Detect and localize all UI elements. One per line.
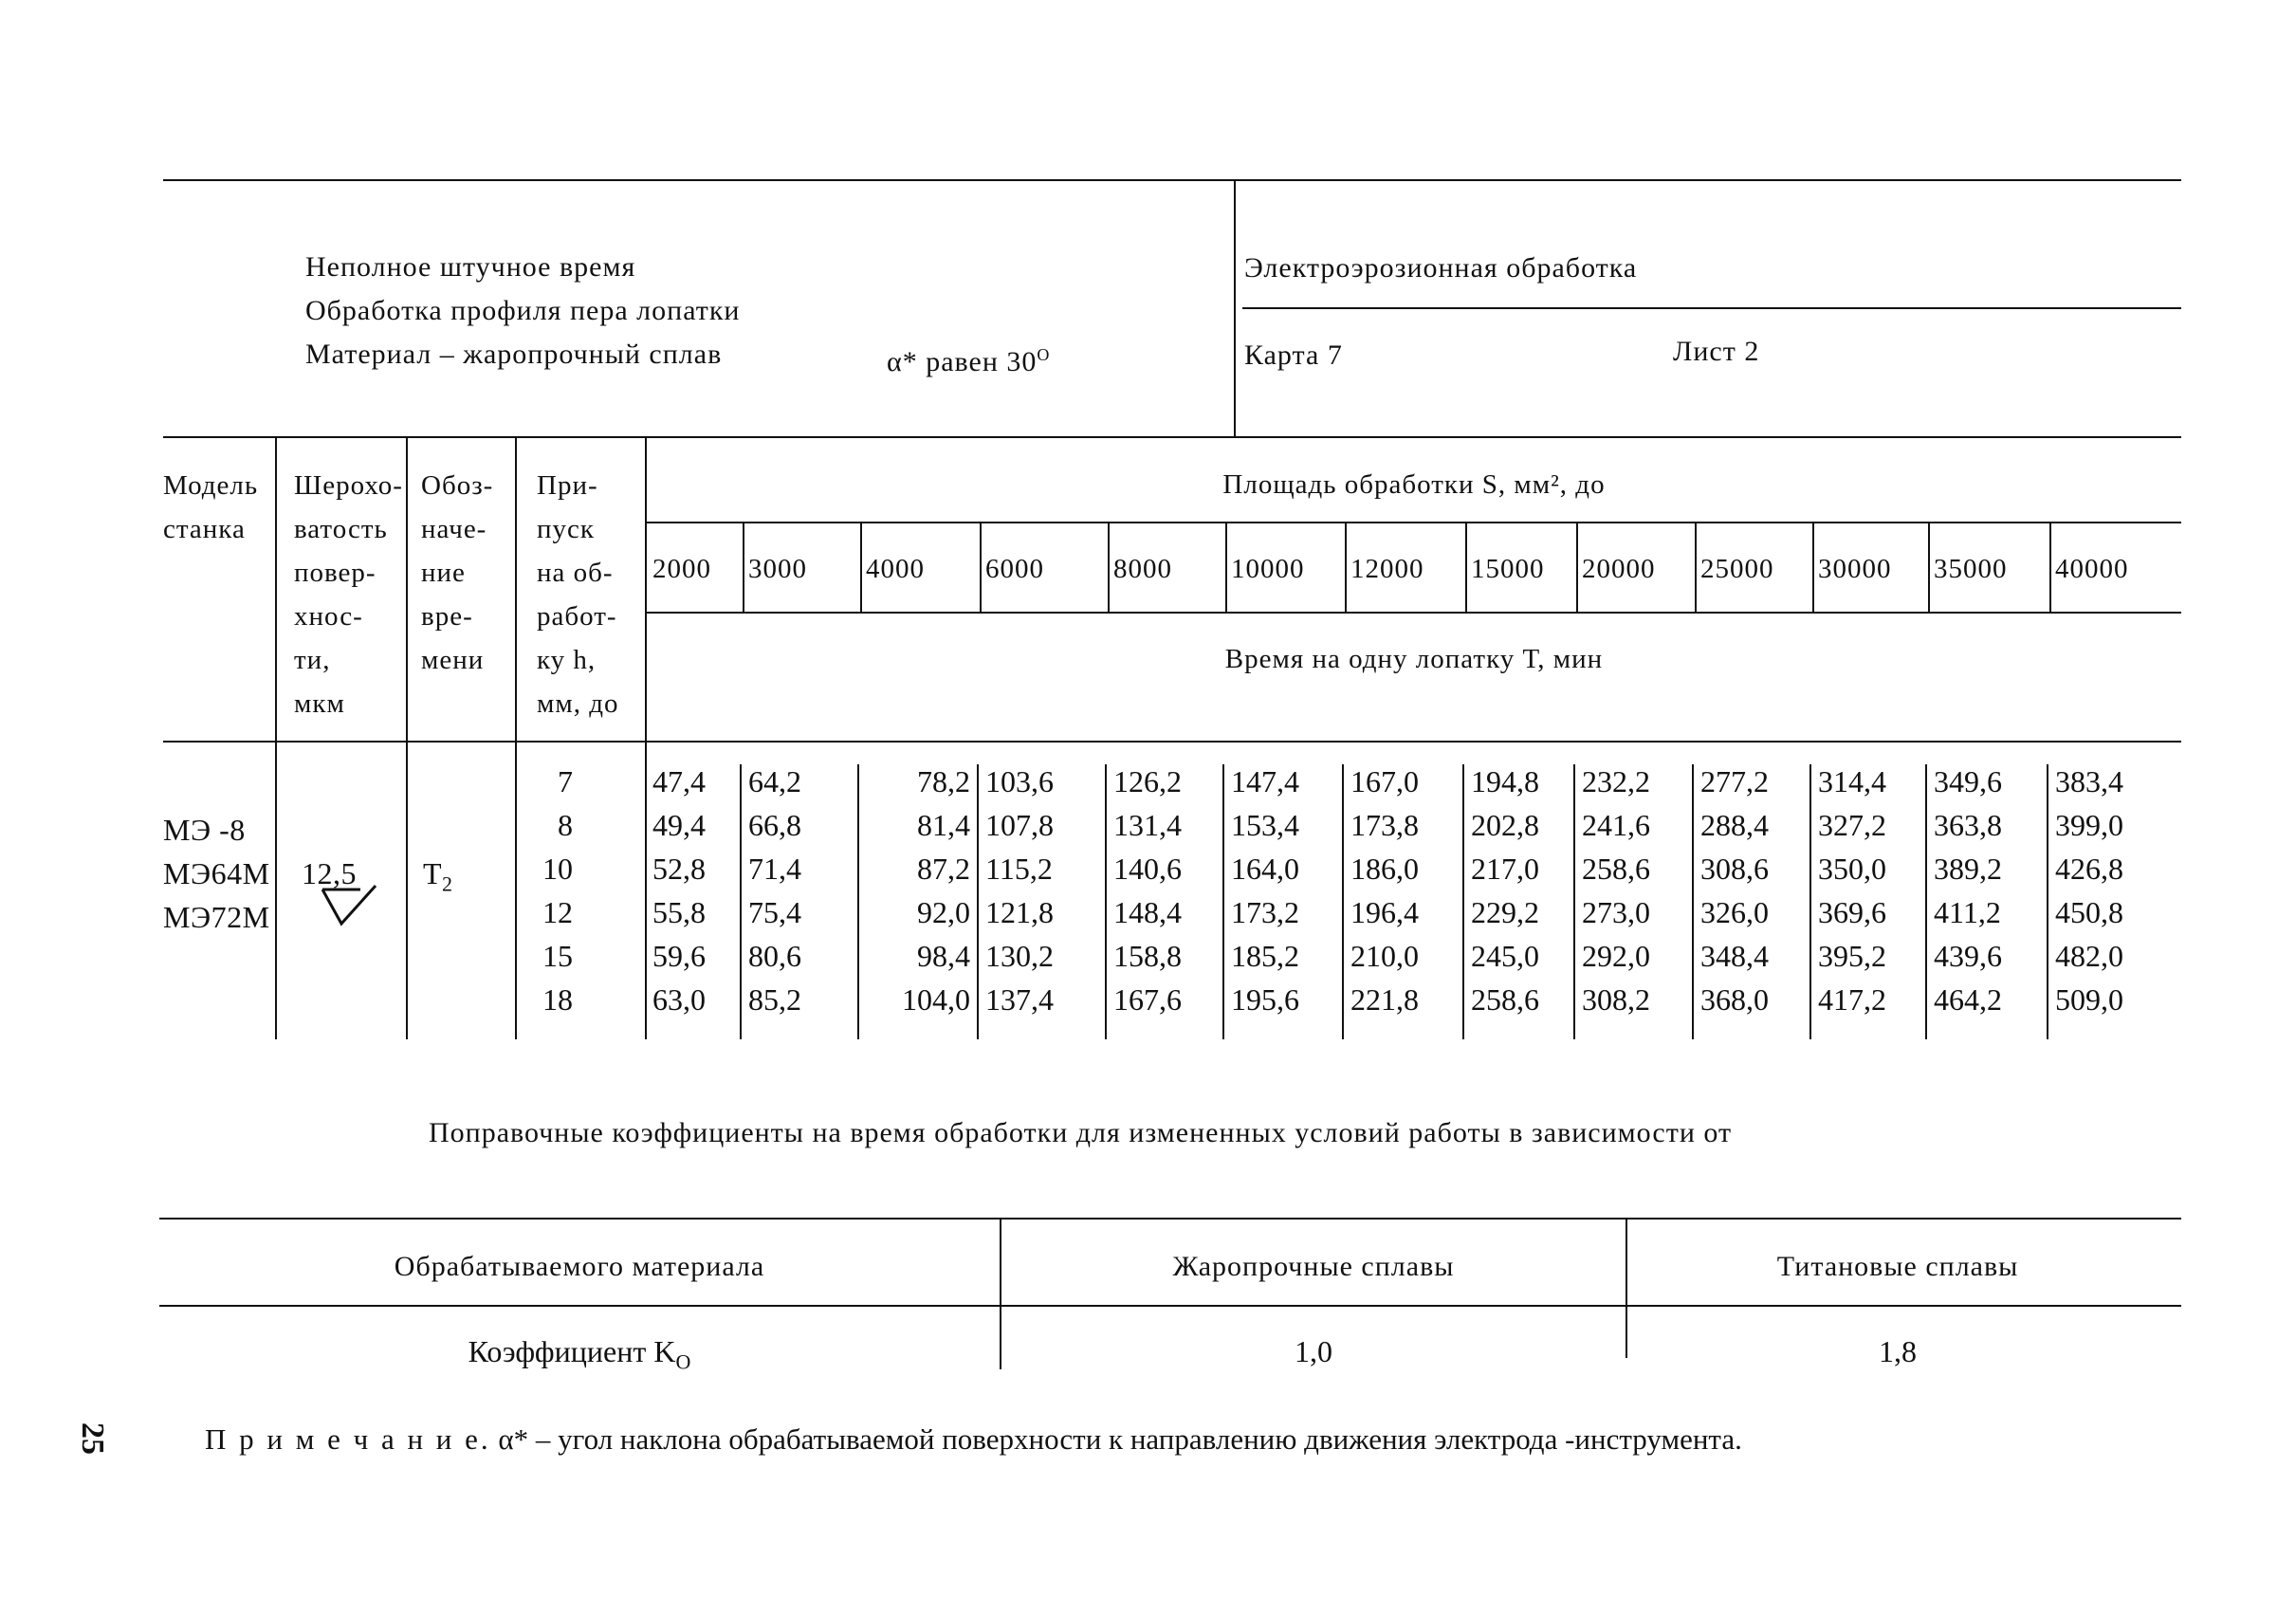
time-cell: 185,2 — [1231, 939, 1299, 973]
time-cell: 148,4 — [1113, 895, 1182, 929]
corr-top-rule — [159, 1218, 2181, 1220]
sheet-number: Лист 2 — [1673, 336, 1760, 367]
area-col-divider — [1108, 522, 1110, 612]
designation-header-line-4: вре- — [421, 601, 473, 632]
time-cell: 147,4 — [1231, 764, 1299, 798]
designation-header-line-2: наче- — [421, 514, 487, 544]
alpha-degree: О — [1037, 345, 1051, 364]
time-cell: 349,6 — [1934, 764, 2002, 798]
value-col-divider — [1573, 764, 1575, 1039]
time-cell: 75,4 — [748, 895, 801, 929]
note — [205, 1418, 1742, 1461]
time-cell: 173,8 — [1350, 808, 1419, 842]
header-bottom-rule — [163, 741, 2181, 743]
time-cell: 85,2 — [748, 982, 801, 1017]
time-cell: 140,6 — [1113, 852, 1182, 886]
area-col-divider — [743, 522, 744, 612]
area-col-divider — [1812, 522, 1814, 612]
corr-mid-rule — [159, 1305, 2181, 1307]
designation-header-line-1: Обоз- — [421, 470, 494, 501]
time-cell: 202,8 — [1471, 808, 1539, 842]
time-cell: 439,6 — [1934, 939, 2002, 973]
time-cell: 64,2 — [748, 764, 801, 798]
corr-value-heat-resistant: 1,0 — [1295, 1334, 1332, 1368]
time-cell: 194,8 — [1471, 764, 1539, 798]
time-cell: 232,2 — [1582, 764, 1650, 798]
time-cell: 130,2 — [985, 939, 1054, 973]
correction-title: Поправочные коэффициенты на время обработки для измененных условий работы в зависимости от — [429, 1117, 1733, 1148]
time-header: Время на одну лопатку Т, мин — [1224, 644, 1604, 674]
time-cell: 217,0 — [1471, 852, 1539, 886]
time-cell: 47,4 — [652, 764, 706, 798]
time-cell: 80,6 — [748, 939, 801, 973]
time-cell: 131,4 — [1113, 808, 1182, 842]
area-col-divider — [980, 522, 982, 612]
value-col-divider — [1809, 764, 1811, 1039]
roughness-header-line-3: повер- — [294, 558, 377, 588]
time-cell: 186,0 — [1350, 852, 1419, 886]
time-cell: 104,0 — [902, 982, 970, 1017]
time-cell: 389,2 — [1934, 852, 2002, 886]
area-value-10000: 10000 — [1231, 554, 1305, 584]
time-cell: 221,8 — [1350, 982, 1419, 1017]
allowance-header-line-1: При- — [537, 470, 598, 501]
area-value-12000: 12000 — [1350, 554, 1424, 584]
model-header-line-2: станка — [163, 514, 246, 544]
time-cell: 55,8 — [652, 895, 706, 929]
area-value-40000: 40000 — [2055, 554, 2129, 584]
value-col-divider — [1925, 764, 1927, 1039]
time-cell: 399,0 — [2055, 808, 2123, 842]
area-value-8000: 8000 — [1113, 554, 1172, 584]
time-cell: 49,4 — [652, 808, 706, 842]
time-cell: 327,2 — [1818, 808, 1886, 842]
model-me64m: МЭ64М — [163, 856, 270, 890]
area-col-divider — [1225, 522, 1227, 612]
allowance-header-line-5: ку h, — [537, 645, 597, 675]
header-divider — [1234, 179, 1236, 437]
time-cell: 348,4 — [1700, 939, 1769, 973]
col-line-designation — [515, 436, 517, 1039]
time-cell: 63,0 — [652, 982, 706, 1017]
allowance-header-line-2: пуск — [537, 514, 595, 544]
allowance-header — [537, 464, 618, 725]
value-col-divider — [1692, 764, 1694, 1039]
time-cell: 368,0 — [1700, 982, 1769, 1017]
time-cell: 87,2 — [917, 852, 970, 886]
time-cell: 363,8 — [1934, 808, 2002, 842]
table-top-rule — [163, 436, 2181, 438]
value-col-divider — [1342, 764, 1344, 1039]
area-values-rule — [647, 612, 2181, 614]
time-cell: 277,2 — [1700, 764, 1769, 798]
allowance-value: 18 — [542, 982, 573, 1017]
alpha-label: α* равен 30 — [887, 346, 1038, 377]
time-cell: 103,6 — [985, 764, 1054, 798]
corr-header-titanium: Титановые сплавы — [1776, 1251, 2019, 1282]
value-col-divider — [1105, 764, 1107, 1039]
note-text: α* – угол наклона обрабатываемой поверхности к направлению движения электрода -инструмента. — [498, 1422, 1742, 1456]
value-col-divider — [1222, 764, 1224, 1039]
area-col-divider — [860, 522, 862, 612]
corr-value-titanium: 1,8 — [1879, 1334, 1917, 1368]
time-cell: 308,6 — [1700, 852, 1769, 886]
roughness-header-line-5: ти, — [294, 645, 331, 675]
time-cell: 450,8 — [2055, 895, 2123, 929]
model-me72m: МЭ72М — [163, 900, 270, 934]
roughness-value: 12,5 — [302, 856, 357, 890]
time-cell: 71,4 — [748, 852, 801, 886]
time-cell: 308,2 — [1582, 982, 1650, 1017]
time-cell: 167,0 — [1350, 764, 1419, 798]
time-cell: 115,2 — [985, 852, 1053, 886]
area-col-divider — [1465, 522, 1467, 612]
time-cell: 173,2 — [1231, 895, 1299, 929]
area-value-6000: 6000 — [985, 554, 1044, 584]
model-header — [163, 464, 258, 551]
allowance-value: 7 — [558, 764, 573, 798]
time-cell: 417,2 — [1818, 982, 1886, 1017]
time-cell: 66,8 — [748, 808, 801, 842]
time-cell: 383,4 — [2055, 764, 2123, 798]
alpha-condition — [887, 333, 1050, 384]
corr-row-label-subscript: О — [675, 1349, 691, 1374]
area-value-35000: 35000 — [1934, 554, 2008, 584]
corr-row-label — [159, 1330, 1000, 1384]
allowance-value: 12 — [542, 895, 573, 929]
time-cell: 245,0 — [1471, 939, 1539, 973]
time-cell: 153,4 — [1231, 808, 1299, 842]
time-cell: 196,4 — [1350, 895, 1419, 929]
time-cell: 121,8 — [985, 895, 1054, 929]
area-value-30000: 30000 — [1818, 554, 1892, 584]
time-cell: 52,8 — [652, 852, 706, 886]
area-value-25000: 25000 — [1700, 554, 1774, 584]
roughness-header-line-1: Шерохо- — [294, 470, 403, 501]
col-line-model — [275, 436, 277, 1039]
allowance-value: 8 — [558, 808, 573, 842]
area-header-rule — [647, 522, 2181, 523]
area-col-divider — [1928, 522, 1930, 612]
time-cell: 350,0 — [1818, 852, 1886, 886]
area-value-2000: 2000 — [652, 554, 711, 584]
time-cell: 210,0 — [1350, 939, 1419, 973]
time-cell: 411,2 — [1934, 895, 2001, 929]
time-cell: 107,8 — [985, 808, 1054, 842]
col-line-roughness — [406, 436, 408, 1039]
time-cell: 314,4 — [1818, 764, 1886, 798]
model-list — [163, 808, 270, 939]
time-cell: 395,2 — [1818, 939, 1886, 973]
top-rule — [163, 179, 2181, 181]
time-cell: 195,6 — [1231, 982, 1299, 1017]
designation-value — [423, 852, 453, 906]
time-cell: 509,0 — [2055, 982, 2123, 1017]
area-header: Площадь обработки S, мм², до — [1222, 469, 1606, 500]
note-label: П р и м е ч а н и е. — [205, 1422, 491, 1456]
corr-row-label-text: Коэффициент K — [468, 1334, 676, 1368]
time-cell: 288,4 — [1700, 808, 1769, 842]
value-col-divider — [1462, 764, 1464, 1039]
area-col-divider — [1695, 522, 1697, 612]
card-number: Карта 7 — [1244, 339, 1343, 371]
roughness-triangle-icon — [321, 884, 379, 929]
designation-header-line-5: мени — [421, 645, 485, 675]
time-cell: 164,0 — [1231, 852, 1299, 886]
area-value-3000: 3000 — [748, 554, 807, 584]
allowance-header-line-4: работ- — [537, 601, 617, 632]
allowance-value: 15 — [542, 939, 573, 973]
model-header-line-1: Модель — [163, 470, 259, 501]
time-cell: 258,6 — [1471, 982, 1539, 1017]
time-cell: 273,0 — [1582, 895, 1650, 929]
time-cell: 292,0 — [1582, 939, 1650, 973]
designation-subscript: 2 — [442, 871, 453, 896]
corr-header-material: Обрабатываемого материала — [394, 1251, 765, 1282]
value-col-divider — [2047, 764, 2048, 1039]
area-value-4000: 4000 — [866, 554, 925, 584]
time-cell: 59,6 — [652, 939, 706, 973]
process-rule — [1242, 307, 2181, 309]
corr-header-heat-resistant: Жаропрочные сплавы — [1172, 1251, 1455, 1282]
time-cell: 426,8 — [2055, 852, 2123, 886]
title-line-2: Обработка профиля пера лопатки — [305, 295, 741, 326]
allowance-value: 10 — [542, 852, 573, 886]
designation-header-line-3: ние — [421, 558, 466, 588]
time-cell: 81,4 — [917, 808, 970, 842]
page-number: 25 — [75, 1422, 110, 1455]
process-title: Электроэрозионная обработка — [1244, 252, 1638, 284]
area-value-15000: 15000 — [1471, 554, 1545, 584]
time-cell: 258,6 — [1582, 852, 1650, 886]
designation-letter: Т — [423, 856, 443, 890]
time-cell: 369,6 — [1818, 895, 1886, 929]
roughness-header — [294, 464, 403, 725]
allowance-header-line-3: на об- — [537, 558, 614, 588]
model-me-8: МЭ -8 — [163, 813, 246, 847]
title-line-3: Материал – жаропрочный сплав — [305, 339, 723, 370]
designation-header — [421, 464, 493, 682]
value-col-divider — [857, 764, 859, 1039]
allowance-header-line-6: мм, до — [537, 688, 619, 719]
time-cell: 78,2 — [917, 764, 970, 798]
time-cell: 464,2 — [1934, 982, 2002, 1017]
value-col-divider — [740, 764, 742, 1039]
time-cell: 158,8 — [1113, 939, 1182, 973]
area-value-20000: 20000 — [1582, 554, 1656, 584]
area-col-divider — [1576, 522, 1578, 612]
time-cell: 482,0 — [2055, 939, 2123, 973]
time-cell: 126,2 — [1113, 764, 1182, 798]
title-line-1: Неполное штучное время — [305, 251, 636, 283]
time-cell: 326,0 — [1700, 895, 1769, 929]
roughness-header-line-6: мкм — [294, 688, 345, 719]
value-col-divider — [977, 764, 979, 1039]
area-col-divider — [1345, 522, 1347, 612]
roughness-header-line-4: хнос- — [294, 601, 363, 632]
time-cell: 137,4 — [985, 982, 1054, 1017]
time-cell: 98,4 — [917, 939, 970, 973]
area-col-divider — [2049, 522, 2051, 612]
time-cell: 167,6 — [1113, 982, 1182, 1017]
roughness-header-line-2: ватость — [294, 514, 388, 544]
time-cell: 241,6 — [1582, 808, 1650, 842]
time-cell: 92,0 — [917, 895, 970, 929]
time-cell: 229,2 — [1471, 895, 1539, 929]
col-line-allowance — [645, 436, 647, 1039]
